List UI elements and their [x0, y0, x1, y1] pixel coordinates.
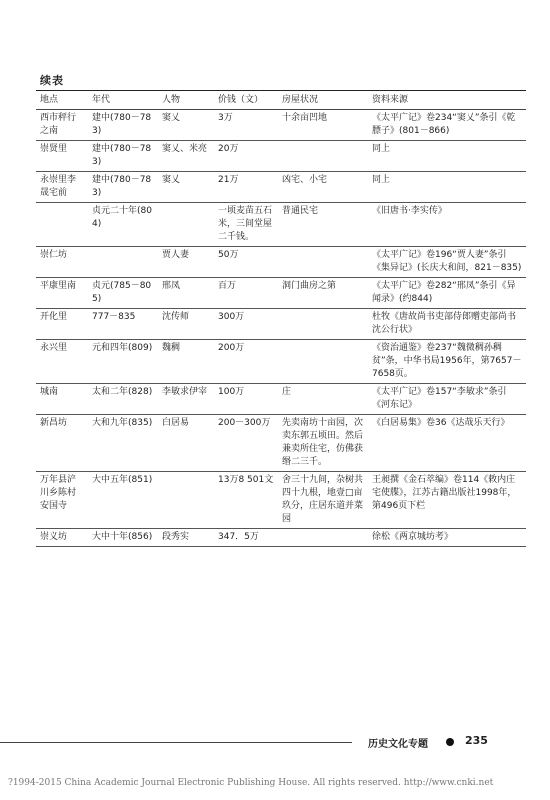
table-cell: 永兴里	[36, 340, 88, 384]
table-cell: 洞门曲房之第	[278, 278, 368, 309]
table-cell: 徐松《两京城坊考》	[368, 529, 526, 547]
table-row	[36, 172, 526, 203]
price-table	[36, 90, 526, 547]
table-cell: 崇贤里	[36, 141, 88, 172]
table-cell: 十余亩凹地	[278, 110, 368, 141]
table-cell: 崇仁坊	[36, 247, 88, 278]
table-cell: 贞元二十年(804)	[88, 203, 158, 247]
table-cell: 贞元(785－805)	[88, 278, 158, 309]
table-row	[36, 309, 526, 340]
table-cell: 李敏求伊宰	[158, 384, 214, 415]
table-cell	[278, 247, 368, 278]
table-cell: 大中五年(851)	[88, 472, 158, 529]
table-cell: 《白居易集》卷36《达哉乐天行》	[368, 415, 526, 472]
table-cell	[158, 472, 214, 529]
table-cell: 段秀实	[158, 529, 214, 547]
column-header: 房屋状况	[278, 91, 368, 110]
table-cell	[36, 203, 88, 247]
table-row	[36, 340, 526, 384]
journal-name: 历史文化专题	[368, 739, 428, 750]
table-cell: 《旧唐书·李实传》	[368, 203, 526, 247]
table-cell: 200－300万	[214, 415, 278, 472]
table-cell: 太和二年(828)	[88, 384, 158, 415]
table-cell: 同上	[368, 141, 526, 172]
table-cell: 沈传师	[158, 309, 214, 340]
table-cell: 窦乂	[158, 172, 214, 203]
table-cell: 万年县浐川乡陈村安国寺	[36, 472, 88, 529]
table-cell: 《太平广记》卷282“邢凤”条引《异闻录》(约844)	[368, 278, 526, 309]
table-cell: 3万	[214, 110, 278, 141]
table-cell: 100万	[214, 384, 278, 415]
table-cell	[88, 247, 158, 278]
table-row	[36, 278, 526, 309]
table-cell: 新昌坊	[36, 415, 88, 472]
table-cell: 凶宅、小宅	[278, 172, 368, 203]
column-header: 年代	[88, 91, 158, 110]
table-cell: 大中十年(856)	[88, 529, 158, 547]
column-header: 人物	[158, 91, 214, 110]
table-cell: 大和九年(835)	[88, 415, 158, 472]
table-row	[36, 472, 526, 529]
column-header: 地点	[36, 91, 88, 110]
table-cell: 崇义坊	[36, 529, 88, 547]
footer-rule	[0, 742, 352, 743]
table-cell: 《太平广记》卷196“贾人妻”条引《集异记》(长庆大和间，821－835)	[368, 247, 526, 278]
table-cell: 窦乂	[158, 110, 214, 141]
table-row	[36, 415, 526, 472]
table-cell: 50万	[214, 247, 278, 278]
table-cell: 元和四年(809)	[88, 340, 158, 384]
table-cell: 西市秤行之南	[36, 110, 88, 141]
table-cell: 平康里南	[36, 278, 88, 309]
table-cell: 同上	[368, 172, 526, 203]
table-row	[36, 529, 526, 547]
table-cell: 百万	[214, 278, 278, 309]
table-cell	[278, 340, 368, 384]
table-cell: 白居易	[158, 415, 214, 472]
table-cell: 21万	[214, 172, 278, 203]
table-cell: 300万	[214, 309, 278, 340]
table-cell: 王昶撰《金石萃编》卷114《敕内庄宅使牒》，江苏古籍出版社1998年，第496页下栏	[368, 472, 526, 529]
table-cell: 魏稠	[158, 340, 214, 384]
table-cell: 200万	[214, 340, 278, 384]
table-cell: 贾人妻	[158, 247, 214, 278]
table-cell	[158, 203, 214, 247]
table-cell: 347．5万	[214, 529, 278, 547]
column-header: 资料来源	[368, 91, 526, 110]
table-row	[36, 247, 526, 278]
table-cell: 建中(780－783)	[88, 141, 158, 172]
table-cell: 杜牧《唐故尚书吏部侍郎赠吏部尚书沈公行状》	[368, 309, 526, 340]
table-cell: 建中(780－783)	[88, 172, 158, 203]
table-cell: 庄	[278, 384, 368, 415]
table-cell: 普通民宅	[278, 203, 368, 247]
table-cell: 建中(780－783)	[88, 110, 158, 141]
table-cell: 永崇里李晟宅前	[36, 172, 88, 203]
table-row	[36, 384, 526, 415]
table-cell: 13万8 501文	[214, 472, 278, 529]
table-cell: 舍三十九间，杂树共四十九根，地壹□亩玖分，庄居东道并菜园	[278, 472, 368, 529]
table-cell: 开化里	[36, 309, 88, 340]
table-caption: 续表	[40, 74, 64, 87]
table-cell: 《太平广记》卷157“李敏求”条引《河东记》	[368, 384, 526, 415]
table-header-row	[36, 91, 526, 110]
table-row	[36, 203, 526, 247]
bullet-icon	[446, 738, 454, 746]
table-cell: 窦乂、米亮	[158, 141, 214, 172]
table-cell: 先卖南坊十亩园，次卖东郭五顷田。然后兼卖所住宅，仿佛获缗二三千。	[278, 415, 368, 472]
table-cell: 《太平广记》卷234“窦乂”条引《乾膘子》(801－866)	[368, 110, 526, 141]
table-row	[36, 110, 526, 141]
table-cell: 城南	[36, 384, 88, 415]
table-cell	[278, 141, 368, 172]
table-cell: 777－835	[88, 309, 158, 340]
table-cell	[278, 309, 368, 340]
table-cell: 《资治通鉴》卷237“魏微稠孙稠贫”条，中华书局1956年，第7657－7658页。	[368, 340, 526, 384]
page-number: 235	[465, 734, 488, 747]
table-row	[36, 141, 526, 172]
copyright-notice: ?1994-2015 China Academic Journal Electronic Publishing House. All rights reserved. http://www.cnki.net	[8, 778, 494, 788]
table-cell: 一顷麦苗五石米，三间堂屋二千钱。	[214, 203, 278, 247]
table-cell	[278, 529, 368, 547]
table-cell: 20万	[214, 141, 278, 172]
table-cell: 邢凤	[158, 278, 214, 309]
column-header: 价钱（文）	[214, 91, 278, 110]
